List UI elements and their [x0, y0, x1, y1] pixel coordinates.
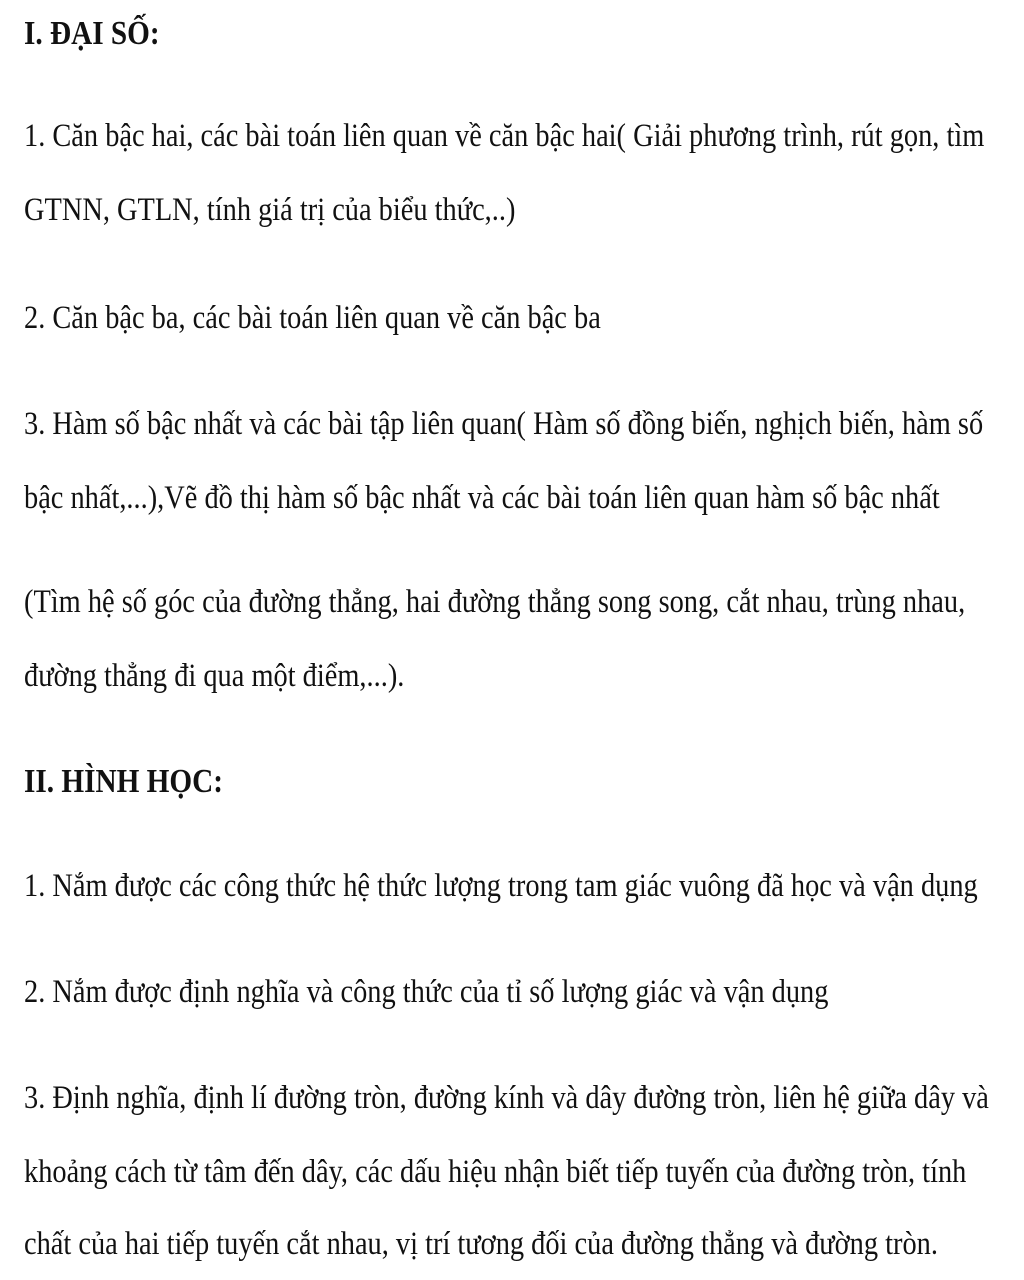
geometry-item-3-line-1: 3. Định nghĩa, định lí đường tròn, đường kính và dây đường tròn, liên hệ giữa dây và	[24, 1080, 989, 1116]
geometry-item-3-line-3: chất của hai tiếp tuyến cắt nhau, vị trí tương đối của đường thẳng và đường tròn.	[24, 1226, 938, 1262]
algebra-item-4-line-2: đường thẳng đi qua một điểm,...).	[24, 658, 405, 694]
algebra-item-3-line-2: bậc nhất,...),Vẽ đồ thị hàm số bậc nhất và các bài toán liên quan hàm số bậc nhất	[24, 480, 940, 516]
section-heading-geometry: II. HÌNH HỌC:	[24, 763, 224, 800]
geometry-item-3-line-2: khoảng cách từ tâm đến dây, các dấu hiệu nhận biết tiếp tuyến của đường tròn, tính	[24, 1154, 967, 1190]
algebra-item-4-line-1: (Tìm hệ số góc của đường thẳng, hai đường thẳng song song, cắt nhau, trùng nhau,	[24, 584, 966, 620]
algebra-item-1-line-2: GTNN, GTLN, tính giá trị của biểu thức,..)	[24, 192, 516, 228]
algebra-item-3-line-1: 3. Hàm số bậc nhất và các bài tập liên quan( Hàm số đồng biến, nghịch biến, hàm số	[24, 406, 984, 442]
geometry-item-2-line-1: 2. Nắm được định nghĩa và công thức của tỉ số lượng giác và vận dụng	[24, 974, 829, 1010]
algebra-item-2-line-1: 2. Căn bậc ba, các bài toán liên quan về căn bậc ba	[24, 300, 601, 336]
section-heading-algebra: I. ĐẠI SỐ:	[24, 15, 160, 52]
geometry-item-1-line-1: 1. Nắm được các công thức hệ thức lượng trong tam giác vuông đã học và vận dụng	[24, 868, 978, 904]
algebra-item-1-line-1: 1. Căn bậc hai, các bài toán liên quan về căn bậc hai( Giải phương trình, rút gọn, tìm	[24, 118, 985, 154]
